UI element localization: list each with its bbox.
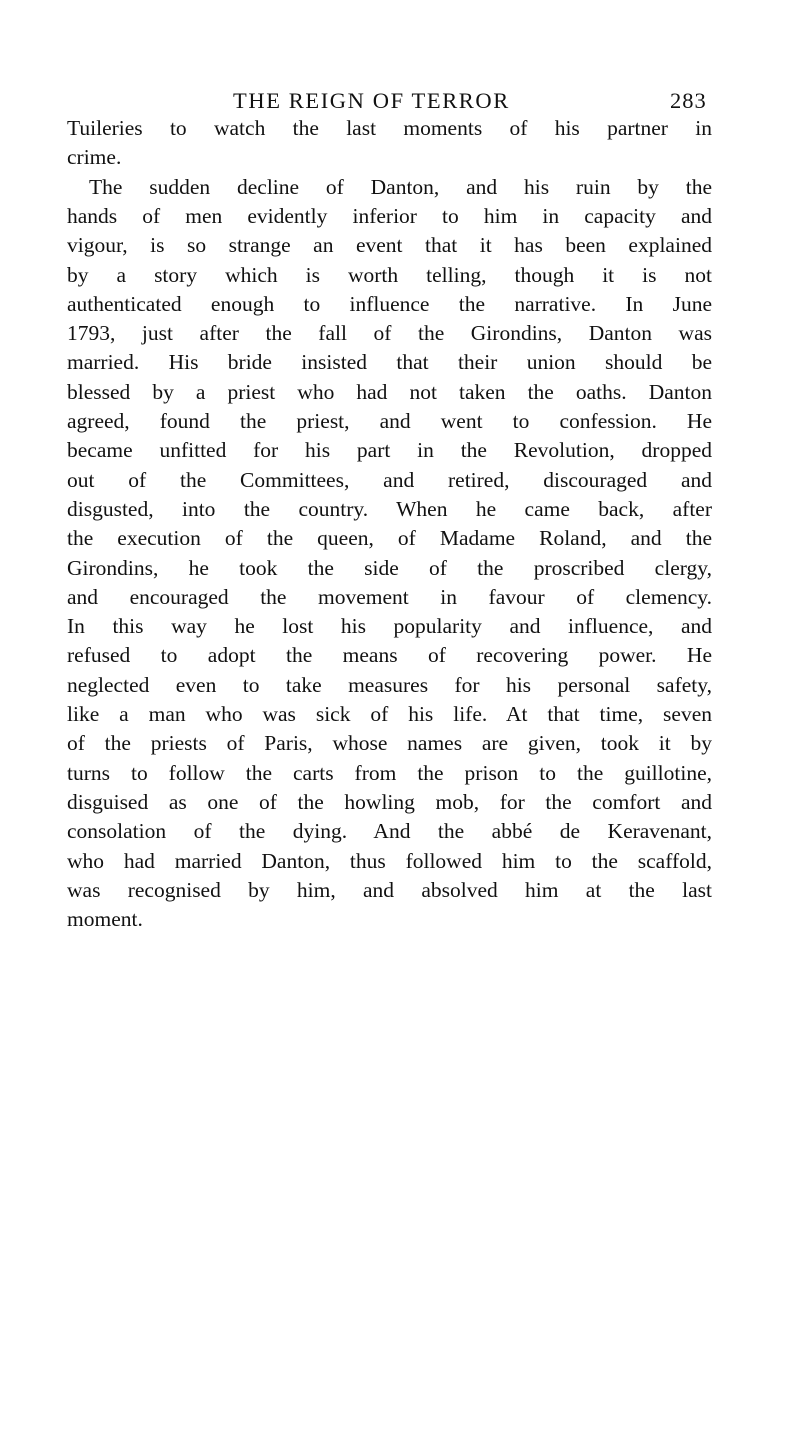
text-line: who had married Danton, thus followed him to the scaffold, xyxy=(67,848,712,873)
text-line: authenticated enough to influence the narrative. In June xyxy=(67,291,712,316)
text-line: Girondins, he took the side of the proscribed clergy, xyxy=(67,555,712,580)
text-line: agreed, found the priest, and went to confession. He xyxy=(67,409,712,433)
text-line: by a story which is worth telling, though it is not xyxy=(67,262,712,287)
text-line: vigour, is so strange an event that it has been explained xyxy=(67,233,712,258)
running-title: THE REIGN OF TERROR xyxy=(233,88,510,113)
text-line: Tuileries to watch the last moments of his partner in xyxy=(67,116,712,140)
text-line: disguised as one of the howling mob, for the comfort and xyxy=(67,789,712,814)
text-line: disgusted, into the country. When he came back, after xyxy=(67,496,712,521)
text-line: was recognised by him, and absolved him at the last xyxy=(67,877,712,902)
text-line: refused to adopt the means of recovering power. He xyxy=(67,643,712,668)
text-line: 1793, just after the fall of the Girondins, Danton was xyxy=(67,321,712,346)
text-line: consolation of the dying. And the abbé de Keravenant, xyxy=(67,819,712,844)
text-line: married. His bride insisted that their union should be xyxy=(67,350,712,375)
text-line: like a man who was sick of his life. At that time, seven xyxy=(67,702,712,726)
text-line: neglected even to take measures for his personal safety, xyxy=(67,672,712,697)
text-line: turns to follow the carts from the prison to the guillotine, xyxy=(67,760,712,785)
text-line: of the priests of Paris, whose names are given, took it by xyxy=(67,731,712,756)
text-line: out of the Committees, and retired, discouraged and xyxy=(67,467,712,492)
text-line: hands of men evidently inferior to him in capacity and xyxy=(67,203,712,228)
text-line: the execution of the queen, of Madame Roland, and the xyxy=(67,526,712,551)
text-line: became unfitted for his part in the Revolution, dropped xyxy=(67,438,712,463)
text-line: blessed by a priest who had not taken the oaths. Danton xyxy=(67,379,712,404)
text-line: crime. xyxy=(67,145,122,170)
page-number: 283 xyxy=(670,88,707,113)
text-line: and encouraged the movement in favour of clemency. xyxy=(67,584,712,609)
text-line: The sudden decline of Danton, and his ruin by the xyxy=(89,174,712,199)
text-line: moment. xyxy=(67,907,143,932)
text-line: In this way he lost his popularity and influence, and xyxy=(67,614,712,639)
